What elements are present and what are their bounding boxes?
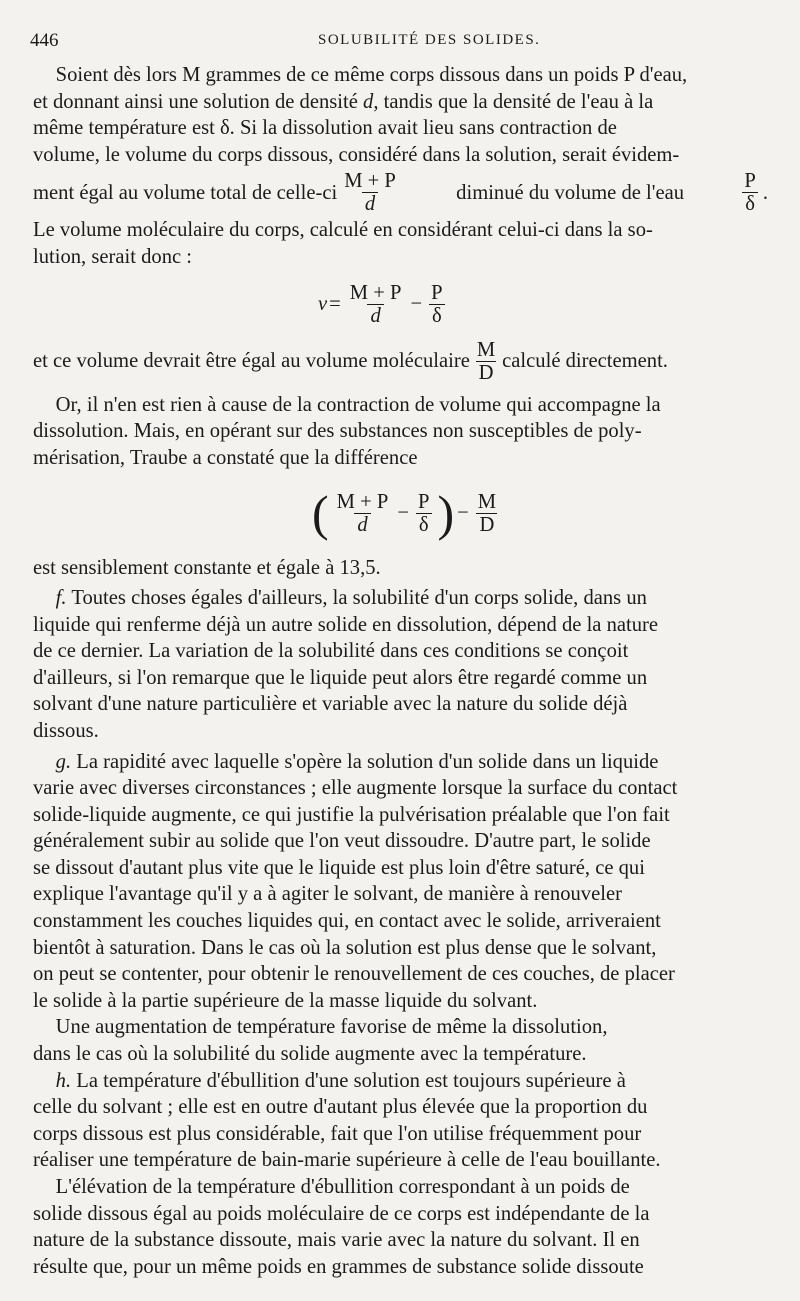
text-run: et donnant ainsi une solution de densité xyxy=(33,90,364,113)
paragraph-line: réaliser une température de bain-marie supérieure à celle de l'eau bouillante. xyxy=(33,1149,661,1172)
paragraph-line xyxy=(33,1068,768,1095)
fraction-numerator: P xyxy=(744,170,756,193)
paragraph-line: corps dissous est plus considérable, fait que l'on utilise fréquemment pour xyxy=(33,1122,642,1145)
paragraph-line: celle du solvant ; elle est en outre d'autant plus élevée que la proportion du xyxy=(33,1096,648,1119)
text-run: La rapidité avec laquelle s'opère la solution d'un solide dans un liquide xyxy=(76,750,659,773)
equation-fraction xyxy=(347,282,405,327)
paragraph-line: généralement subir au solide que l'on veut dissoudre. D'autre part, le solide xyxy=(33,830,651,853)
paragraph-line: lution, serait donc : xyxy=(33,245,192,268)
paragraph-line: résulte que, pour un même poids en grammes de substance solide dissoute xyxy=(33,1255,644,1278)
fraction-molecular-volume xyxy=(474,339,498,384)
equation-operator: − xyxy=(410,293,423,316)
body-text xyxy=(33,62,768,1280)
paragraph-line: dissous. xyxy=(33,719,99,742)
paragraph-line: de ce dernier. La variation de la solubilité dans ces conditions se conçoit xyxy=(33,640,629,663)
text-run: ment égal au volume total de celle-ci xyxy=(33,181,338,204)
text-run: Toutes choses égales d'ailleurs, la solubilité d'un corps solide, dans un xyxy=(71,586,647,609)
paragraph-line: Soient dès lors M grammes de ce même corps dissous dans un poids P d'eau, xyxy=(55,64,688,86)
paragraph-line: Une augmentation de température favorise de même la dissolution, xyxy=(55,1016,608,1039)
paragraph-line: L'élévation de la température d'ébullition correspondant à un poids de xyxy=(55,1176,630,1198)
paragraph-line: dissolution. Mais, en opérant sur des substances non susceptibles de poly- xyxy=(33,420,642,443)
symbol-d: d xyxy=(363,90,374,113)
paragraph-line: même température est δ. Si la dissolution avait lieu sans contraction de xyxy=(33,117,617,140)
fraction-numerator: M + P xyxy=(344,170,396,193)
equation-fraction xyxy=(334,491,392,536)
paragraph-line: liquide qui renferme déjà un autre solide en dissolution, dépend de la nature xyxy=(33,613,659,636)
paragraph-line: constamment les couches liquides qui, en contact avec le solide, arriveraient xyxy=(33,910,661,933)
paragraph-line: solide dissous égal au poids moléculaire de ce corps est indépendante de la xyxy=(33,1202,650,1225)
paragraph-line: explique l'avantage qu'il y a à agiter le solvant, de manière à renouveler xyxy=(33,883,622,906)
paragraph-line: on peut se contenter, pour obtenir le renouvellement de ces couches, de placer xyxy=(33,963,675,986)
text-run: , tandis que la densité de l'eau à la xyxy=(373,90,654,113)
fraction-solution-volume xyxy=(341,170,399,215)
fraction-denominator: d xyxy=(362,192,378,215)
page-header xyxy=(30,26,770,52)
text-run: calculé directement. xyxy=(502,349,668,372)
paragraph-line: solide-liquide augmente, ce qui justifie la pulvérisation préalable que l'on fait xyxy=(33,803,670,826)
paragraph-line: mérisation, Traube a constaté que la différence xyxy=(33,446,418,469)
fraction-denominator: δ xyxy=(429,304,445,327)
paragraph-line: le solide à la partie supérieure de la masse liquide du solvant. xyxy=(33,989,538,1012)
page-number: 446 xyxy=(30,30,59,51)
equation-operator: − xyxy=(397,502,409,525)
fraction-numerator: P xyxy=(417,490,430,513)
equation-fraction xyxy=(428,282,445,327)
equation-fraction xyxy=(475,491,499,536)
paragraph-line-with-fractions xyxy=(33,170,768,215)
fraction-denominator: δ xyxy=(742,192,758,215)
fraction-denominator: D xyxy=(476,361,497,384)
equation-parenthesis: ) xyxy=(437,485,455,542)
paragraph-line: se dissout d'autant plus vite que le liquide est plus loin d'être saturé, ce qui xyxy=(33,856,645,879)
paragraph-line: volume, le volume du corps dissous, considéré dans la solution, serait évidem- xyxy=(33,143,680,166)
paragraph-line: solvant d'une nature particulière et variable avec la nature du solide déjà xyxy=(33,693,628,716)
fraction-denominator: d xyxy=(354,513,370,536)
paragraph-line xyxy=(33,89,768,116)
paragraph-line: Or, il n'en est rien à cause de la contraction de volume qui accompagne la xyxy=(55,393,661,416)
section-label: f. xyxy=(55,586,67,609)
equation-variable: v xyxy=(318,293,328,316)
fraction-denominator: δ xyxy=(416,513,432,536)
paragraph-line: dans le cas où la solubilité du solide augmente avec la température. xyxy=(33,1043,587,1066)
paragraph-line: nature de la substance dissoute, mais varie avec la nature du solvant. Il en xyxy=(33,1229,640,1252)
text-run: et ce volume devrait être égal au volume moléculaire xyxy=(33,349,470,372)
paragraph-line: est sensiblement constante et égale à 13,5. xyxy=(33,557,381,580)
paragraph-line-with-fractions xyxy=(33,339,768,384)
fraction-water-volume xyxy=(741,170,758,215)
fraction-numerator: P xyxy=(431,282,443,305)
paragraph-line: bientôt à saturation. Dans le cas où la solution est plus dense que le solvant, xyxy=(33,936,657,959)
section-label: g. xyxy=(55,750,72,773)
paragraph-line: varie avec diverses circonstances ; elle augmente lorsque la surface du contact xyxy=(33,777,678,800)
equation-parenthesis: ( xyxy=(312,485,329,542)
equation-operator: − xyxy=(457,502,469,525)
fraction-denominator: d xyxy=(367,304,383,327)
fraction-numerator: M + P xyxy=(336,490,389,513)
text-run: La température d'ébullition d'une solution est toujours supérieure à xyxy=(76,1069,626,1092)
fraction-denominator: D xyxy=(476,513,497,536)
paragraph-line: Le volume moléculaire du corps, calculé en considérant celui-ci dans la so- xyxy=(33,219,653,242)
equation-molecular-volume xyxy=(318,277,768,333)
section-label: h. xyxy=(55,1069,72,1092)
fraction-numerator: M xyxy=(476,338,496,361)
equation-difference xyxy=(311,481,768,545)
running-title: SOLUBILITÉ DES SOLIDES. xyxy=(318,32,541,48)
paragraph-line xyxy=(33,585,768,612)
equation-fraction xyxy=(415,491,432,536)
paragraph-line xyxy=(33,749,768,776)
paragraph-line: d'ailleurs, si l'on remarque que le liquide peut alors être regardé comme un xyxy=(33,666,648,689)
fraction-numerator: M + P xyxy=(349,282,402,305)
text-run: . xyxy=(762,181,768,204)
text-run: diminué du volume de l'eau xyxy=(456,181,685,204)
fraction-numerator: M xyxy=(477,490,497,513)
equation-operator: = xyxy=(329,293,341,316)
